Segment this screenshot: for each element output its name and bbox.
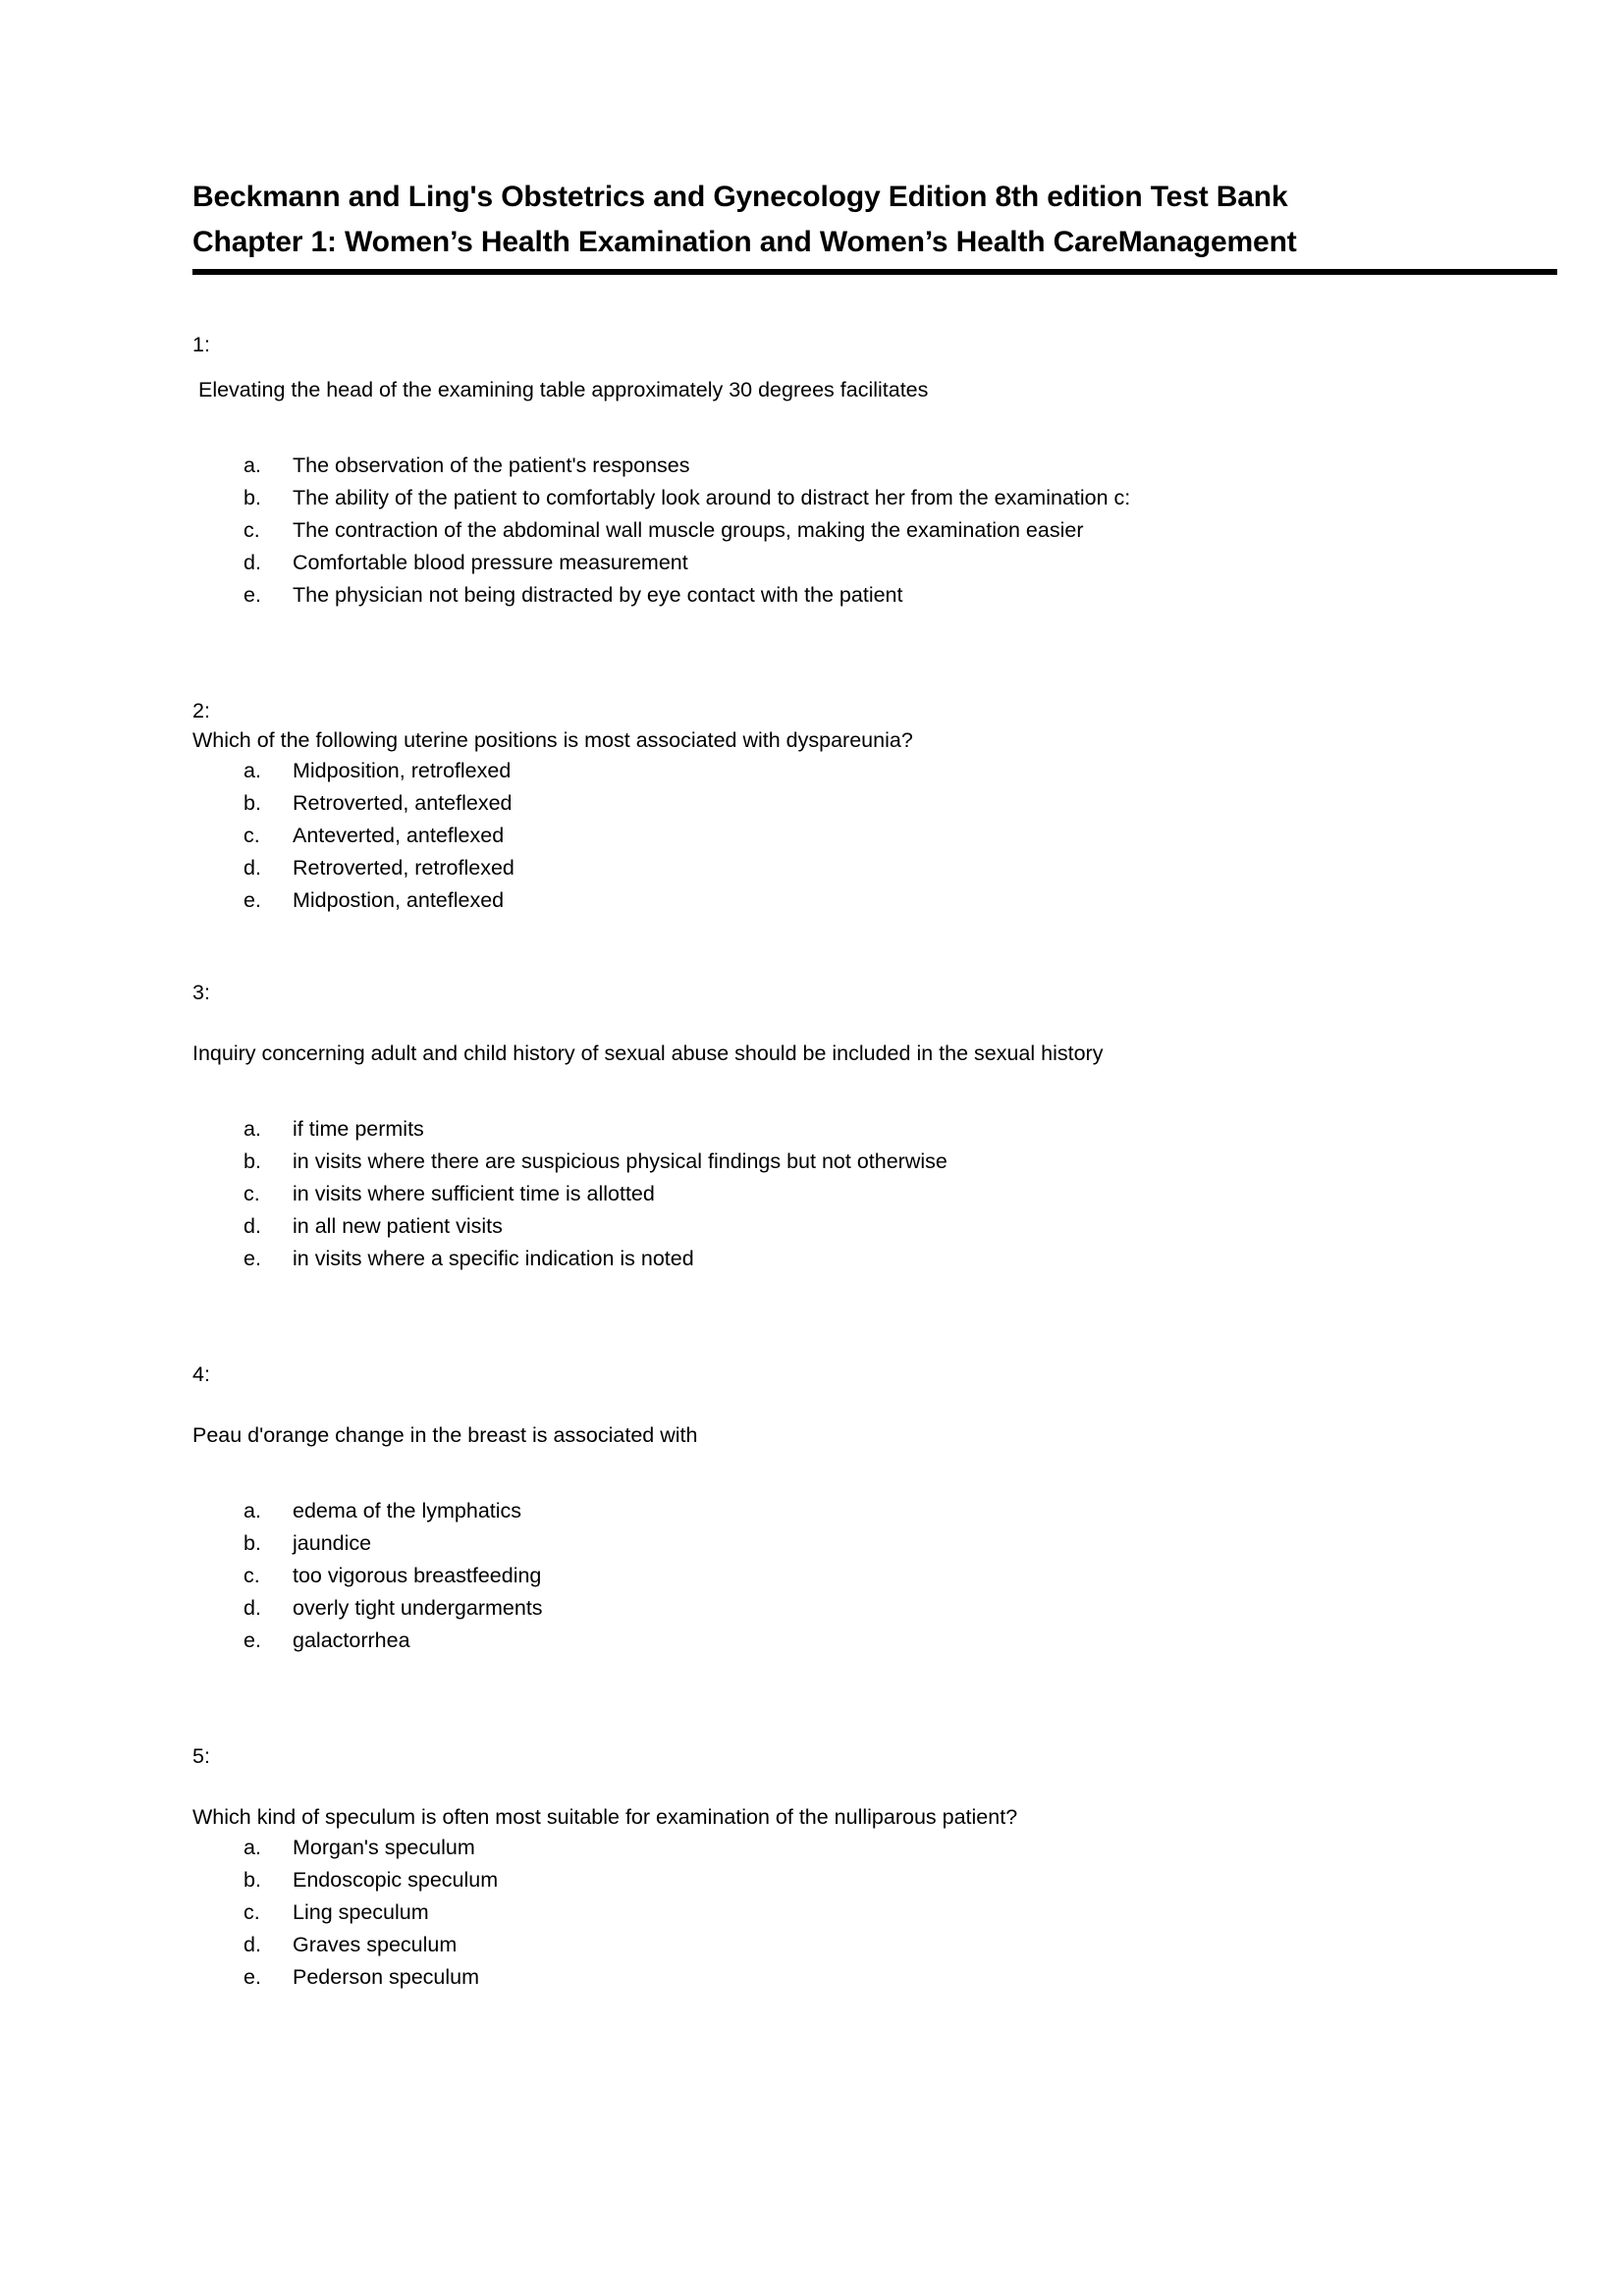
- option-label: Endoscopic speculum: [293, 1868, 499, 1892]
- question-number: 3:: [192, 981, 210, 1004]
- option-label: Midposition, retroflexed: [293, 759, 512, 782]
- option-list: [192, 1495, 1567, 1657]
- header-divider: [192, 269, 1557, 275]
- option-label: jaundice: [293, 1531, 372, 1555]
- option-marker: c.: [244, 1900, 260, 1924]
- option-marker: b.: [244, 1868, 261, 1892]
- option-marker: c.: [244, 824, 260, 847]
- option-label: Retroverted, anteflexed: [293, 791, 513, 815]
- question-stem: Peau d'orange change in the breast is associated with: [192, 1423, 698, 1447]
- option-marker: e.: [244, 888, 261, 912]
- spacer: [192, 1068, 1567, 1113]
- option-marker: d.: [244, 551, 261, 574]
- list-item[interactable]: [192, 852, 1567, 884]
- option-marker: b.: [244, 486, 261, 509]
- question-number: 5:: [192, 1744, 210, 1768]
- list-item[interactable]: [192, 1113, 1567, 1146]
- option-label: galactorrhea: [293, 1629, 410, 1652]
- list-item[interactable]: [192, 1592, 1567, 1625]
- option-label: in visits where sufficient time is allotted: [293, 1182, 655, 1205]
- option-list: [192, 450, 1567, 612]
- option-marker: e.: [244, 1629, 261, 1652]
- option-marker: a.: [244, 759, 261, 782]
- option-list: [192, 755, 1567, 917]
- list-item[interactable]: [192, 1625, 1567, 1657]
- question-1: [192, 330, 1567, 612]
- option-marker: c.: [244, 1182, 260, 1205]
- list-item[interactable]: [192, 547, 1567, 579]
- document-title-line-2: Chapter 1: Women’s Health Examination and Women’s Health CareManagement: [192, 226, 1297, 258]
- spacer: [192, 404, 1567, 450]
- option-label: in all new patient visits: [293, 1214, 503, 1238]
- list-item[interactable]: [192, 820, 1567, 852]
- question-5: [192, 1741, 1567, 1994]
- question-number: 2:: [192, 699, 210, 722]
- option-label: Pederson speculum: [293, 1965, 480, 1989]
- spacer: [192, 1771, 1567, 1802]
- option-label: Anteverted, anteflexed: [293, 824, 505, 847]
- option-marker: e.: [244, 1965, 261, 1989]
- spacer: [192, 1389, 1567, 1420]
- option-marker: b.: [244, 791, 261, 815]
- question-number: 4:: [192, 1362, 210, 1386]
- list-item[interactable]: [192, 1864, 1567, 1896]
- option-marker: a.: [244, 454, 261, 477]
- question-stem: Elevating the head of the examining table approximately 30 degrees facilitates: [192, 378, 929, 401]
- question-stem: Inquiry concerning adult and child history of sexual abuse should be included in the sexual history: [192, 1041, 1104, 1065]
- option-label: The ability of the patient to comfortably look around to distract her from the examination c:: [293, 486, 1131, 509]
- option-marker: c.: [244, 1564, 260, 1587]
- option-label: Retroverted, retroflexed: [293, 856, 514, 880]
- option-label: Graves speculum: [293, 1933, 458, 1956]
- option-label: Midpostion, anteflexed: [293, 888, 505, 912]
- list-item[interactable]: [192, 450, 1567, 482]
- question-stem: Which kind of speculum is often most suitable for examination of the nulliparous patient?: [192, 1805, 1018, 1829]
- question-number: 1:: [192, 333, 210, 356]
- list-item[interactable]: [192, 1243, 1567, 1275]
- option-marker: a.: [244, 1117, 261, 1141]
- spacer: [192, 917, 1567, 978]
- option-label: Ling speculum: [293, 1900, 429, 1924]
- option-marker: d.: [244, 1596, 261, 1620]
- option-label: overly tight undergarments: [293, 1596, 543, 1620]
- list-item[interactable]: [192, 755, 1567, 787]
- list-item[interactable]: [192, 579, 1567, 612]
- option-marker: b.: [244, 1531, 261, 1555]
- list-item[interactable]: [192, 1527, 1567, 1560]
- option-marker: b.: [244, 1149, 261, 1173]
- question-4: [192, 1360, 1567, 1657]
- option-label: The physician not being distracted by eye contact with the patient: [293, 583, 903, 607]
- option-label: edema of the lymphatics: [293, 1499, 522, 1522]
- option-label: in visits where there are suspicious physical findings but not otherwise: [293, 1149, 947, 1173]
- option-label: Comfortable blood pressure measurement: [293, 551, 688, 574]
- list-item[interactable]: [192, 1929, 1567, 1961]
- list-item[interactable]: [192, 482, 1567, 514]
- option-label: if time permits: [293, 1117, 424, 1141]
- list-item[interactable]: [192, 1178, 1567, 1210]
- list-item[interactable]: [192, 1210, 1567, 1243]
- list-item[interactable]: [192, 1896, 1567, 1929]
- question-stem: Which of the following uterine positions is most associated with dyspareunia?: [192, 728, 913, 752]
- question-3: [192, 978, 1567, 1275]
- option-marker: c.: [244, 518, 260, 542]
- question-2: [192, 696, 1567, 917]
- option-marker: e.: [244, 1247, 261, 1270]
- list-item[interactable]: [192, 514, 1567, 547]
- option-label: The observation of the patient's responses: [293, 454, 690, 477]
- option-marker: a.: [244, 1836, 261, 1859]
- question-list: [192, 330, 1567, 1994]
- option-list: [192, 1113, 1567, 1275]
- document-header: [192, 175, 1559, 275]
- option-label: too vigorous breastfeeding: [293, 1564, 542, 1587]
- option-marker: d.: [244, 1933, 261, 1956]
- option-marker: a.: [244, 1499, 261, 1522]
- option-label: Morgan's speculum: [293, 1836, 475, 1859]
- list-item[interactable]: [192, 884, 1567, 917]
- spacer: [192, 1007, 1567, 1039]
- spacer: [192, 1275, 1567, 1360]
- list-item[interactable]: [192, 1961, 1567, 1994]
- spacer: [192, 1657, 1567, 1741]
- list-item[interactable]: [192, 787, 1567, 820]
- spacer: [192, 359, 1567, 375]
- list-item[interactable]: [192, 1146, 1567, 1178]
- option-marker: d.: [244, 856, 261, 880]
- document-title-line-1: Beckmann and Ling's Obstetrics and Gynecology Edition 8th edition Test Bank: [192, 181, 1288, 213]
- option-list: [192, 1832, 1567, 1994]
- list-item[interactable]: [192, 1560, 1567, 1592]
- option-marker: d.: [244, 1214, 261, 1238]
- option-marker: e.: [244, 583, 261, 607]
- option-label: The contraction of the abdominal wall muscle groups, making the examination easier: [293, 518, 1084, 542]
- list-item[interactable]: [192, 1495, 1567, 1527]
- list-item[interactable]: [192, 1832, 1567, 1864]
- option-label: in visits where a specific indication is noted: [293, 1247, 694, 1270]
- spacer: [192, 1450, 1567, 1495]
- spacer: [192, 612, 1567, 696]
